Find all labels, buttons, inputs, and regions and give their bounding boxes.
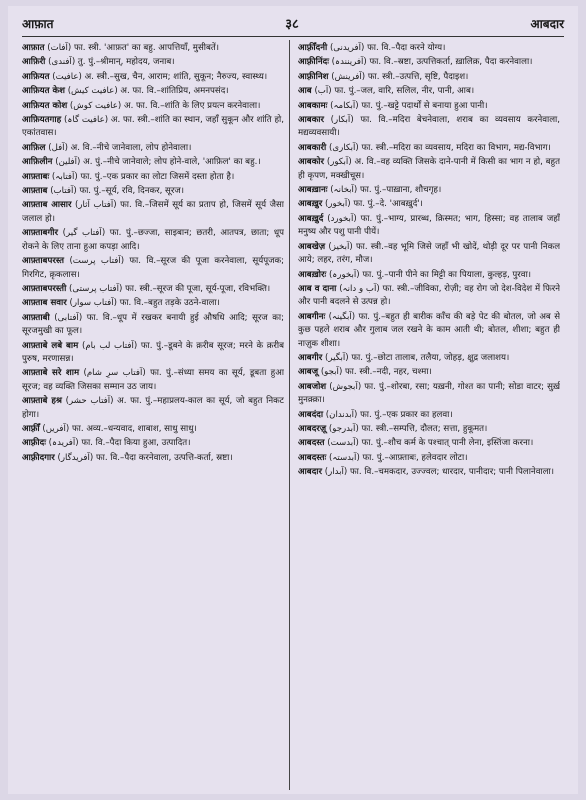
entry-urdu-spelling: (آبکاری) (329, 142, 359, 153)
entry-urdu-spelling: (آبدندان) (325, 409, 358, 420)
header-rule (22, 36, 564, 37)
entry-definition: फा. स्त्री.–सम्पत्ति, दौलत; सत्ता, हुकूमत। (361, 423, 488, 434)
entry-urdu-spelling: (آفتاب حشر) (65, 396, 114, 407)
entry-urdu-spelling: (آبدار) (324, 467, 348, 478)
entry-definition: फा. पुं.–खट्टे पदार्थों से बनाया हुआ पानी। (361, 100, 488, 111)
dictionary-entry (22, 185, 284, 198)
right-column (298, 42, 560, 787)
header-right-word: आबदार (530, 16, 564, 31)
entry-definition: अ. स्त्री.–सुख, चैन, आराम; शांति, सुकून; नैरुज्य, स्वास्थ्य। (84, 71, 268, 82)
dictionary-entry (298, 409, 560, 422)
entry-urdu-spelling: (آبخیز) (328, 241, 353, 252)
dictionary-entry (298, 452, 560, 465)
dictionary-entry (298, 352, 560, 365)
dictionary-entry (298, 71, 560, 84)
entry-urdu-spelling: (آبگینہ) (328, 311, 356, 322)
entry-definition: अ. वि.–वह व्यक्ति जिसके दाने-पानी में किसी का भाग न हो, बहुत ही कृपण, मक्खीचूस। (298, 157, 560, 181)
entry-headword: आफ़ियत (22, 71, 50, 82)
entry-headword: आबगीर (298, 352, 323, 363)
entry-headword: आफ़ियत कोश (22, 100, 68, 111)
dictionary-page (8, 6, 578, 794)
entry-urdu-spelling: (آفل) (48, 142, 68, 153)
entry-urdu-spelling: (آفرینندہ) (331, 57, 367, 68)
entry-headword: आफ़्ताबपरस्त (22, 256, 65, 267)
entry-urdu-spelling: (آبخور) (324, 199, 351, 210)
entry-definition: फा. पुं.–छज्जा, साइबान; छतरी, आतपत्र, छाता; धूप रोकने के लिए ताना हुआ कपड़ा आदि। (22, 228, 284, 252)
entry-definition: फा. पुं.–सूर्य, रवि, दिनकर, सूरज। (79, 186, 185, 197)
entry-headword: आबदरज़ू (298, 423, 327, 434)
dictionary-entry (22, 85, 284, 98)
entry-urdu-spelling: (آبکور) (326, 157, 352, 168)
entry-definition: फा. स्त्री.–सूरज की पूजा, सूर्य-पूजा, रविभक्ति। (125, 283, 271, 294)
entry-urdu-spelling: (آفتابہ) (51, 171, 78, 182)
entry-headword: आफ़्ताबपरस्ती (22, 283, 67, 294)
entry-urdu-spelling: (آفتاب پرستی) (69, 283, 123, 294)
entry-urdu-spelling: (عافیت کوش) (69, 100, 122, 111)
entry-definition: फा. वि.–स्रष्टा, उत्पत्तिकर्ता, ख़ालिक़, पैदा करनेवाला। (369, 57, 533, 68)
entry-definition: फा. पुं.–पानी पीने का मिट्टी का पियाला, कुल्हड़, पुरवा। (362, 269, 532, 280)
dictionary-entry (22, 199, 284, 226)
dictionary-entry (298, 85, 560, 98)
entry-definition: फा. वि.–पैदा करनेवाला, उत्पत्ति-कर्ता, स्रष्टा। (95, 452, 233, 463)
dictionary-entry (22, 142, 284, 155)
entry-definition: फा. पुं.–पाख़ाना, शौचगृह। (360, 185, 442, 196)
dictionary-entry (22, 437, 284, 450)
entry-urdu-spelling: (آفریدہ) (48, 438, 79, 449)
entry-definition: अ. फा. स्त्री.–शांति का स्थान, जहाँ सुकून और शांति हो, एकांतवास। (22, 115, 284, 139)
entry-urdu-spelling: (عافیت گاہ) (63, 115, 109, 126)
entry-urdu-spelling: (آفتاب آثار) (75, 200, 117, 211)
entry-headword: आबकार (298, 115, 325, 126)
dictionary-entry (22, 156, 284, 169)
dictionary-entry (298, 56, 560, 69)
entry-definition: फा. वि.–बहुत तड़के उठने-वाला। (119, 298, 220, 309)
dictionary-entry (298, 156, 560, 183)
dictionary-entry (298, 198, 560, 211)
entry-definition: फा. पुं.–बहुत ही बारीक काँच की बड़े पेट की बोतल, जो अब से कुछ पहले शराब और गुलाब जल रखने के काम आती थी; बोतल, शीशा; बहुत ही नाज़ुक शीशा। (298, 311, 560, 349)
dictionary-entry (22, 56, 284, 69)
entry-urdu-spelling: (آفتاب گیر) (62, 228, 106, 239)
header-left-word: आफ़ात (22, 16, 54, 31)
dictionary-entry (298, 42, 560, 55)
entry-urdu-spelling: (آفتابی) (54, 312, 83, 323)
entry-urdu-spelling: (آفتاب لب بام) (81, 340, 138, 351)
dictionary-entry (298, 381, 560, 408)
entry-definition: फा. पुं.–एक प्रकार का लोटा जिसमें दस्ता होता है। (80, 171, 235, 182)
entry-headword: आफ़्रीँदनी (298, 43, 328, 53)
dictionary-entry (22, 452, 284, 465)
entry-urdu-spelling: (آبکامہ) (330, 100, 359, 111)
dictionary-entry (22, 312, 284, 339)
entry-headword: आफ़्ताबगीर (22, 228, 59, 239)
dictionary-entry (22, 71, 284, 84)
column-divider (289, 40, 290, 790)
entry-headword: आफ़ियतगाह (22, 115, 62, 126)
entry-headword: आफ़िल (22, 142, 46, 153)
entry-definition: फा. वि.–जिसमें सूर्य का प्रताप हो, जिसमें सूर्य जैसा जलाल हो। (22, 200, 284, 224)
entry-urdu-spelling: (آفریدگار) (57, 452, 94, 463)
dictionary-entry (298, 213, 560, 240)
entry-urdu-spelling: (آبدستہ) (328, 452, 360, 463)
entry-urdu-spelling: (آبکار) (330, 115, 354, 126)
entry-urdu-spelling: (آفریدنی) (329, 43, 365, 53)
entry-definition: फा. पुं.–संध्या समय का सूर्य, डूबता हुआ सूरज; वह व्यक्ति जिसका सम्मान उठ जाय। (22, 368, 284, 392)
dictionary-entry (298, 269, 560, 282)
entry-headword: आबख़ुर (298, 199, 323, 210)
entry-definition: अ. फा. पुं.–महाप्रलय-काल का सूर्य, जो बहुत निकट होगा। (22, 396, 284, 420)
entry-headword: आबगीनः (298, 311, 326, 322)
entry-headword: आफ़्रीदः (22, 438, 46, 449)
entry-definition: फा. अव्य.–धन्यवाद, शाबाश, साधु साधु। (72, 423, 197, 434)
entry-definition: फा. पुं.–शौच कर्म के पश्चात् पानी लेना, इस्तिंजा करना। (361, 438, 534, 449)
entry-definition: फा. वि.–पैदा करने योग्य। (367, 43, 446, 53)
entry-definition: अ. पुं.–नीचे जानेवाले; लोप होने-वाले, 'आफ़िल' का बहु.। (83, 157, 261, 168)
dictionary-entry (22, 171, 284, 184)
entry-definition: फा. वि.–पैदा किया हुआ, उत्पादित। (81, 438, 191, 449)
entry-headword: आबजोश (298, 381, 327, 392)
entry-definition: फा. स्त्री.–वह भूमि जिसे जहाँ भी खोदें, थोड़ी दूर पर पानी निकल आये; लहर, तरंग, मौज। (298, 241, 560, 266)
dictionary-entry (22, 340, 284, 367)
entry-urdu-spelling: (آفتاب سرِ شام) (83, 368, 146, 379)
entry-urdu-spelling: (عافیت کیش) (67, 86, 118, 97)
entry-definition: अ. वि.–नीचे जानेवाला, लोप होनेवाला। (70, 142, 192, 153)
entry-definition: फा. पुं.–एक प्रकार का हलवा। (360, 409, 453, 420)
dictionary-entry (22, 367, 284, 394)
entry-definition: फा. स्त्री.–उत्पत्ति, सृष्टि, पैदाइश। (367, 71, 469, 82)
entry-definition: अ. फा. वि.–शांतिप्रिय, अमनपसंद। (120, 86, 229, 97)
entry-urdu-spelling: (عافیت) (52, 71, 82, 82)
entry-definition: फा. स्त्री.–मदिरा का व्यवसाय, मदिरा का विभाग, मद्य-विभाग। (361, 142, 551, 153)
entry-headword: आफ़्रीनिश (298, 71, 329, 82)
entry-headword: आफ़िरी (22, 57, 46, 68)
dictionary-entry (298, 311, 560, 351)
dictionary-entry (298, 241, 560, 268)
dictionary-entry (22, 114, 284, 141)
entry-headword: आफ़ात (22, 43, 45, 53)
entry-definition: फा. वि.–मदिरा बेचनेवाला, शराब का व्यवसाय करनेवाला, मद्यव्यवसायी। (298, 115, 560, 139)
dictionary-entry (22, 395, 284, 422)
entry-headword: आफ़िलीन (22, 157, 53, 168)
entry-headword: आफ़ियत केश (22, 86, 65, 97)
entry-definition: फा. पुं.–आफ़्ताबः, हलेवदार लोटा। (362, 452, 468, 463)
entry-headword: आबदार (298, 467, 322, 478)
entry-headword: आबख़ोरः (298, 269, 327, 280)
entry-headword: आबकामः (298, 100, 328, 111)
entry-headword: आफ़्ताबः (22, 171, 50, 182)
entry-definition: फा. पुं.–जल, वारि, सलिल, नीर, पानी, आब। (334, 86, 475, 97)
dictionary-entry (22, 42, 284, 55)
entry-headword: आफ़्ताब सवार (22, 298, 67, 309)
entry-urdu-spelling: (آب و دانہ) (339, 283, 380, 294)
left-column (22, 42, 284, 787)
dictionary-entry (22, 283, 284, 296)
dictionary-entry (298, 366, 560, 379)
entry-headword: आफ़्रीँ (22, 423, 40, 434)
entry-headword: आबदंदा (298, 409, 324, 420)
entry-headword: आफ़्ताबे सरे शाम (22, 368, 80, 379)
entry-headword: आफ़्रीदगार (22, 452, 55, 463)
entry-definition: फा. वि.–सूरज की पूजा करनेवाला, सूर्यपूजक; गिरगिट, क़ृकलास। (22, 256, 284, 280)
dictionary-entry (22, 227, 284, 254)
entry-urdu-spelling: (آفات) (47, 43, 72, 53)
entry-headword: आबकोर (298, 157, 325, 168)
dictionary-entry (298, 423, 560, 436)
entry-urdu-spelling: (آبگیر) (325, 352, 349, 363)
dictionary-entry (298, 114, 560, 141)
page-header (22, 12, 564, 34)
entry-definition: फा. पुं.–छोटा तालाब, तलैया, जोहड़, क्षुद्र जलाशय। (351, 352, 510, 363)
entry-headword: आबख़ानः (298, 185, 328, 196)
entry-definition: फा. पुं.–डूबने के क़रीब सूरज; मरने के क़रीब पुरुष, मरणासन्न। (22, 340, 284, 364)
dictionary-entry (22, 423, 284, 436)
entry-urdu-spelling: (آفتاب پرست) (69, 256, 125, 267)
page-number: ३८ (285, 17, 299, 32)
entry-headword: आबदस्तः (298, 452, 327, 463)
entry-headword: आबख़ुर्द (298, 213, 324, 224)
entry-urdu-spelling: (آبجوش) (329, 381, 362, 392)
dictionary-entry (22, 100, 284, 113)
entry-headword: आफ़्ताब आसार (22, 200, 72, 211)
entry-urdu-spelling: (آبخانہ) (330, 185, 358, 196)
dictionary-entry (298, 142, 560, 155)
entry-headword: आफ़्ताब (22, 186, 48, 197)
dictionary-entry (298, 437, 560, 450)
entry-headword: आबखेज़ (298, 241, 326, 252)
entry-headword: आब (298, 86, 312, 97)
entry-headword: आब व दाना (298, 283, 337, 294)
dictionary-entry (22, 297, 284, 310)
entry-headword: आबदस्त (298, 438, 325, 449)
entry-headword: आबजू (298, 367, 319, 378)
dictionary-entry (298, 100, 560, 113)
entry-definition: फा. पुं.–भाग्य, प्रारब्ध, क़िस्मत; भाग, हिस्सा; वह तालाब जहाँ मनुष्य और पशु पानी पीयें। (298, 213, 560, 238)
entry-headword: आफ़्ताबी (22, 312, 50, 323)
entry-headword: आफ़्ताबे हश्र (22, 396, 62, 407)
entry-headword: आफ़्रीनिंदः (298, 57, 329, 68)
entry-definition: फा. पुं.–दे. 'आबख़ुर्द'। (353, 199, 423, 210)
entry-definition: फा. स्त्री.–जीविका, रोज़ी; वह रोग जो देश-विदेश में फिरने और पानी बदलने से उत्पन्न हो। (298, 283, 560, 308)
entry-urdu-spelling: (آفتاب) (50, 186, 77, 197)
dictionary-entry (298, 466, 560, 479)
entry-definition: फा. वि.–चमकदार, उज्ज्वल; धारदार, पानीदार; पानी पिलानेवाला। (350, 467, 555, 478)
entry-urdu-spelling: (آفندی) (48, 57, 76, 68)
entry-urdu-spelling: (آفتاب سوار) (69, 298, 117, 309)
entry-headword: आफ़्ताबे लबे बाम (22, 340, 79, 351)
entry-urdu-spelling: (آبخورہ) (328, 269, 360, 280)
entry-definition: फा. वि.–धूप में रखकर बनायी हुई औषधि आदि; सूरज का; सूरजमुखी का फूल। (22, 312, 284, 337)
entry-definition: फा. स्त्री. 'आफ़त' का बहु. आपत्तियाँ, मुसीबतें। (73, 43, 220, 53)
dictionary-entry (22, 255, 284, 282)
entry-definition: अ. फा. वि.–शांति के लिए प्रयत्न करनेवाला। (124, 100, 261, 111)
entry-urdu-spelling: (آب) (314, 86, 332, 97)
entry-definition: फा. स्त्री.–नदी, नहर, चश्मा। (345, 367, 432, 378)
entry-definition: तु. पुं.–श्रीमान्, महोदय, जनाब। (77, 57, 175, 68)
entry-urdu-spelling: (آبخورد) (327, 213, 357, 224)
dictionary-entry (298, 184, 560, 197)
entry-urdu-spelling: (آبجو) (320, 367, 343, 378)
entry-urdu-spelling: (آفلین) (55, 157, 81, 168)
entry-urdu-spelling: (آفریں) (42, 423, 70, 434)
entry-headword: आबकारी (298, 142, 327, 153)
entry-urdu-spelling: (آفرینش) (331, 71, 366, 82)
entry-definition: फा. पुं.–शोरबा, रसा; यख़नी, गोश्त का पानी; सोडा वाटर; सुर्ख़ मुनक़्क़ा। (298, 381, 560, 406)
dictionary-entry (298, 283, 560, 310)
entry-urdu-spelling: (آبدرجو) (328, 423, 359, 434)
entry-urdu-spelling: (آبدست) (327, 438, 359, 449)
